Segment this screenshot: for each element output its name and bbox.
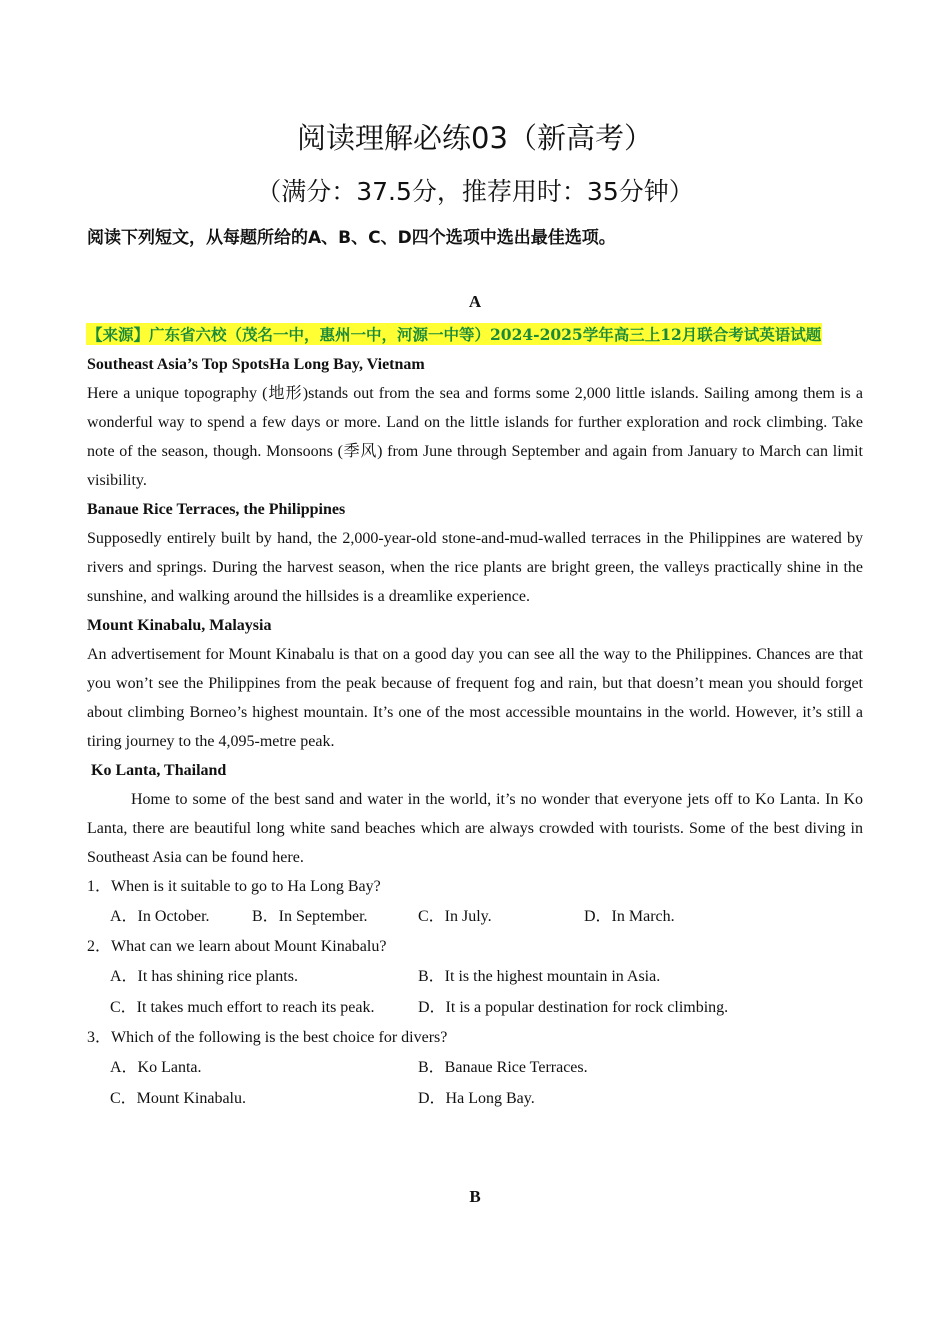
option-c: C．It takes much effort to reach its peak.	[110, 999, 375, 1016]
option-b: B．Banaue Rice Terraces.	[418, 1059, 588, 1076]
section-b-letter: B	[469, 1187, 481, 1206]
passage-heading: Ko Lanta, Thailand	[87, 762, 227, 779]
option-d: D．In March.	[584, 908, 675, 925]
option-d: D．It is a popular destination for rock climbing.	[418, 999, 729, 1016]
passage-heading: Banaue Rice Terraces, the Philippines	[87, 501, 346, 518]
passage-paragraph: Here a unique topography (地形)stands out from the sea and forms some 2,000 little islands. Sailing among them is a wonderful way to spend a few days or more. Land on the little islands for further exploration and rock climbing. Take note of the season, though. Monsoons (季风) from June through September and again from January to March can limit visibility.	[87, 385, 863, 489]
options-row	[110, 1083, 863, 1114]
option-b: B．It is the highest mountain in Asia.	[418, 968, 661, 985]
question-stem: 3．Which of the following is the best choice for divers?	[87, 1029, 448, 1046]
passage-a	[87, 350, 863, 1114]
passage-paragraph: Supposedly entirely built by hand, the 2,000-year-old stone-and-mud-walled terraces in the Philippines are watered by rivers and springs. During the harvest season, when the rice plants are bright green, the valleys practically shine in the sunshine, and walking around the hillsides is a dreamlike experience.	[87, 530, 863, 605]
option-a: A．In October.	[110, 908, 210, 925]
source-highlight: 【来源】广东省六校（茂名一中，惠州一中，河源一中等）2024-2025学年高三上12月联合考试英语试题	[87, 325, 822, 344]
option-c: C．Mount Kinabalu.	[110, 1090, 246, 1107]
question-stem: 2．What can we learn about Mount Kinabalu?	[87, 938, 387, 955]
options-row	[110, 1052, 863, 1083]
section-a-letter: A	[468, 292, 482, 311]
option-d: D．Ha Long Bay.	[418, 1090, 535, 1107]
passage-paragraph: An advertisement for Mount Kinabalu is that on a good day you can see all the way to the Philippines. Chances are that you won’t see the Philippines from the peak because of frequent fog and rain, but that doesn’t mean you should forget about climbing Borneo’s highest mountain. It’s one of the most accessible mountains in the world. However, it’s still a tiring journey to the 4,095-metre peak.	[87, 646, 863, 750]
options-row	[110, 901, 863, 932]
passage-heading: Mount Kinabalu, Malaysia	[87, 617, 272, 634]
passage-paragraph: Home to some of the best sand and water in the world, it’s no wonder that everyone jets off to Ko Lanta. In Ko Lanta, there are beautiful long white sand beaches which are always crowded with tourists. Some of the best diving in Southeast Asia can be found here.	[87, 791, 863, 866]
page-title: 阅读理解必练03（新高考）	[297, 121, 653, 155]
option-c: C．In July.	[418, 908, 492, 925]
page-subtitle: （满分：37.5分，推荐用时：35分钟）	[256, 177, 694, 206]
question-stem: 1．When is it suitable to go to Ha Long Bay?	[87, 878, 381, 895]
option-b: B．In September.	[252, 908, 368, 925]
instruction-text: 阅读下列短文，从每题所给的A、B、C、D四个选项中选出最佳选项。	[87, 228, 616, 248]
options-row	[110, 992, 863, 1023]
passage-heading: Southeast Asia’s Top SpotsHa Long Bay, Vietnam	[87, 356, 425, 373]
option-a: A．Ko Lanta.	[110, 1059, 202, 1076]
option-a: A．It has shining rice plants.	[110, 968, 298, 985]
options-row	[110, 961, 863, 992]
